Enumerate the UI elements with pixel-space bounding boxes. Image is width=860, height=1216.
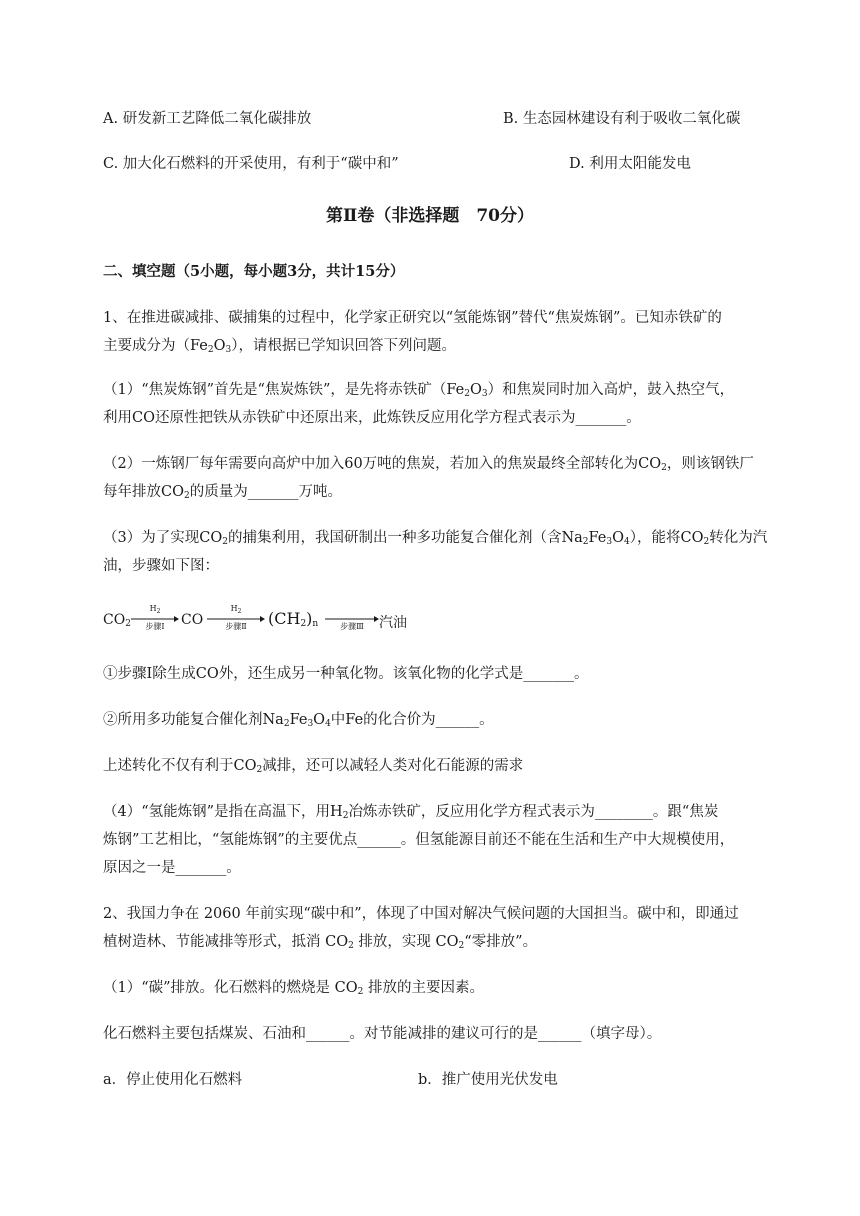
- option-d: D. 利用太阳能发电: [569, 156, 691, 172]
- flow-arrow-step2-label: 步骤Ⅱ: [225, 622, 247, 631]
- option-row-ab: [103, 109, 741, 129]
- q1-intro-line2: 主要成分为$(Fe_2O_3)$，请根据已学知识回答下列问题。: [103, 338, 456, 355]
- flow-ch2n: $(CH_2)_n$: [268, 609, 319, 629]
- q2-intro-line2: 植树造林、节能减排等形式，抵消 $CO_2$ 排放，实现 $CO_2“$零排放”。: [103, 934, 538, 951]
- q2-intro-line1: 2、我国力争在 2060 年前实现“碳中和”，体现了中国对解决气候问题的大国担当。碳中和，即通过: [103, 906, 739, 922]
- option-row-cd: [103, 154, 691, 174]
- option-c: C. 加大化石燃料的开采使用，有利于“碳中和”: [103, 156, 399, 172]
- q1-note: 上述转化不仅有利于$CO_2$减排，还可以减轻人类对化石能源的需求: [103, 758, 524, 775]
- q1-part3-line1: （3）为了实现$CO_2$的捕集利用，我国研制出一种多功能复合催化剂（含$Na_2Fe_3O_4$），能将$CO_2$转化为汽: [103, 530, 768, 547]
- q1-part2-line2: 每年排放$CO_2$的质量为_______万吨。: [103, 484, 342, 501]
- option-a: A. 研发新工艺降低二氧化碳排放: [103, 111, 312, 127]
- flow-arrow-step1: [131, 606, 179, 636]
- q1-step2-question: ②所用多功能复合催化剂$Na_2Fe_3O_4$中Fe的化合价为______。: [103, 712, 494, 729]
- q2-part1-line2: 化石燃料主要包括煤炭、石油和______。对节能减排的建议可行的是______（填字母）。: [103, 1026, 662, 1042]
- flow-arrow-step3: [325, 606, 379, 636]
- q1-part2-line1: （2）一炼钢厂每年需要向高炉中加入60万吨的焦炭，若加入的焦炭最终全部转化为$CO_2$，则该钢铁厂: [103, 456, 754, 473]
- q2-options: [103, 1070, 558, 1090]
- flow-gasoline: 汽油: [379, 615, 407, 631]
- part2-title: 第Ⅱ卷（非选择题 70分）: [326, 206, 534, 226]
- q1-part1-line2: 利用CO还原性把铁从赤铁矿中还原出来，此炼铁反应用化学方程式表示为_______。: [103, 410, 641, 426]
- q1-step1-question: ①步骤Ⅰ除生成CO外，还生成另一种氧化物。该氧化物的化学式是_______。: [103, 666, 589, 682]
- q1-intro-line1: 1、在推进碳减排、碳捕集的过程中，化学家正研究以“氢能炼钢”替代“焦炭炼钢”。已知赤铁矿的: [103, 310, 722, 326]
- flow-arrow-step3-label: 步骤Ⅲ: [340, 622, 364, 631]
- flow-co: CO: [181, 612, 204, 628]
- flow-arrow-step2-reagent: $H_2$: [230, 604, 242, 615]
- q1-part4-line1: （4）“氢能炼钢”是指在高温下，用$H_2$冶炼赤铁矿，反应用化学方程式表示为________。跟“焦炭: [103, 804, 719, 821]
- q2-option-b: b．推广使用光伏发电: [418, 1072, 558, 1088]
- q1-part4-line3: 原因之一是_______。: [103, 860, 241, 876]
- flow-arrow-step2: [207, 606, 265, 636]
- option-b: B. 生态园林建设有利于吸收二氧化碳: [503, 111, 741, 127]
- section-title: 二、填空题（5小题，每小题3分，共计15分）: [103, 263, 405, 280]
- q2-part1-line1: （1）“碳”排放。化石燃料的燃烧是 $CO_2$ 排放的主要因素。: [103, 980, 484, 997]
- flow-arrow-step1-label: 步骤Ⅰ: [145, 622, 165, 631]
- q1-part4-line2: 炼钢”工艺相比，“氢能炼钢”的主要优点______。但氢能源目前还不能在生活和生产中大规模使用，: [103, 832, 735, 848]
- flow-arrow-step1-reagent: $H_2$: [149, 604, 161, 615]
- flow-co2: $CO_2$: [103, 612, 131, 629]
- q2-option-a: a．停止使用化石燃料: [103, 1072, 243, 1088]
- q1-part3-line2: 油，步骤如下图：: [103, 558, 219, 574]
- q1-part1-line1: （1）“焦炭炼钢”首先是“焦炭炼铁”，是先将赤铁矿$(Fe_2O_3)$和焦炭同时加入高炉，鼓入热空气，: [103, 382, 735, 399]
